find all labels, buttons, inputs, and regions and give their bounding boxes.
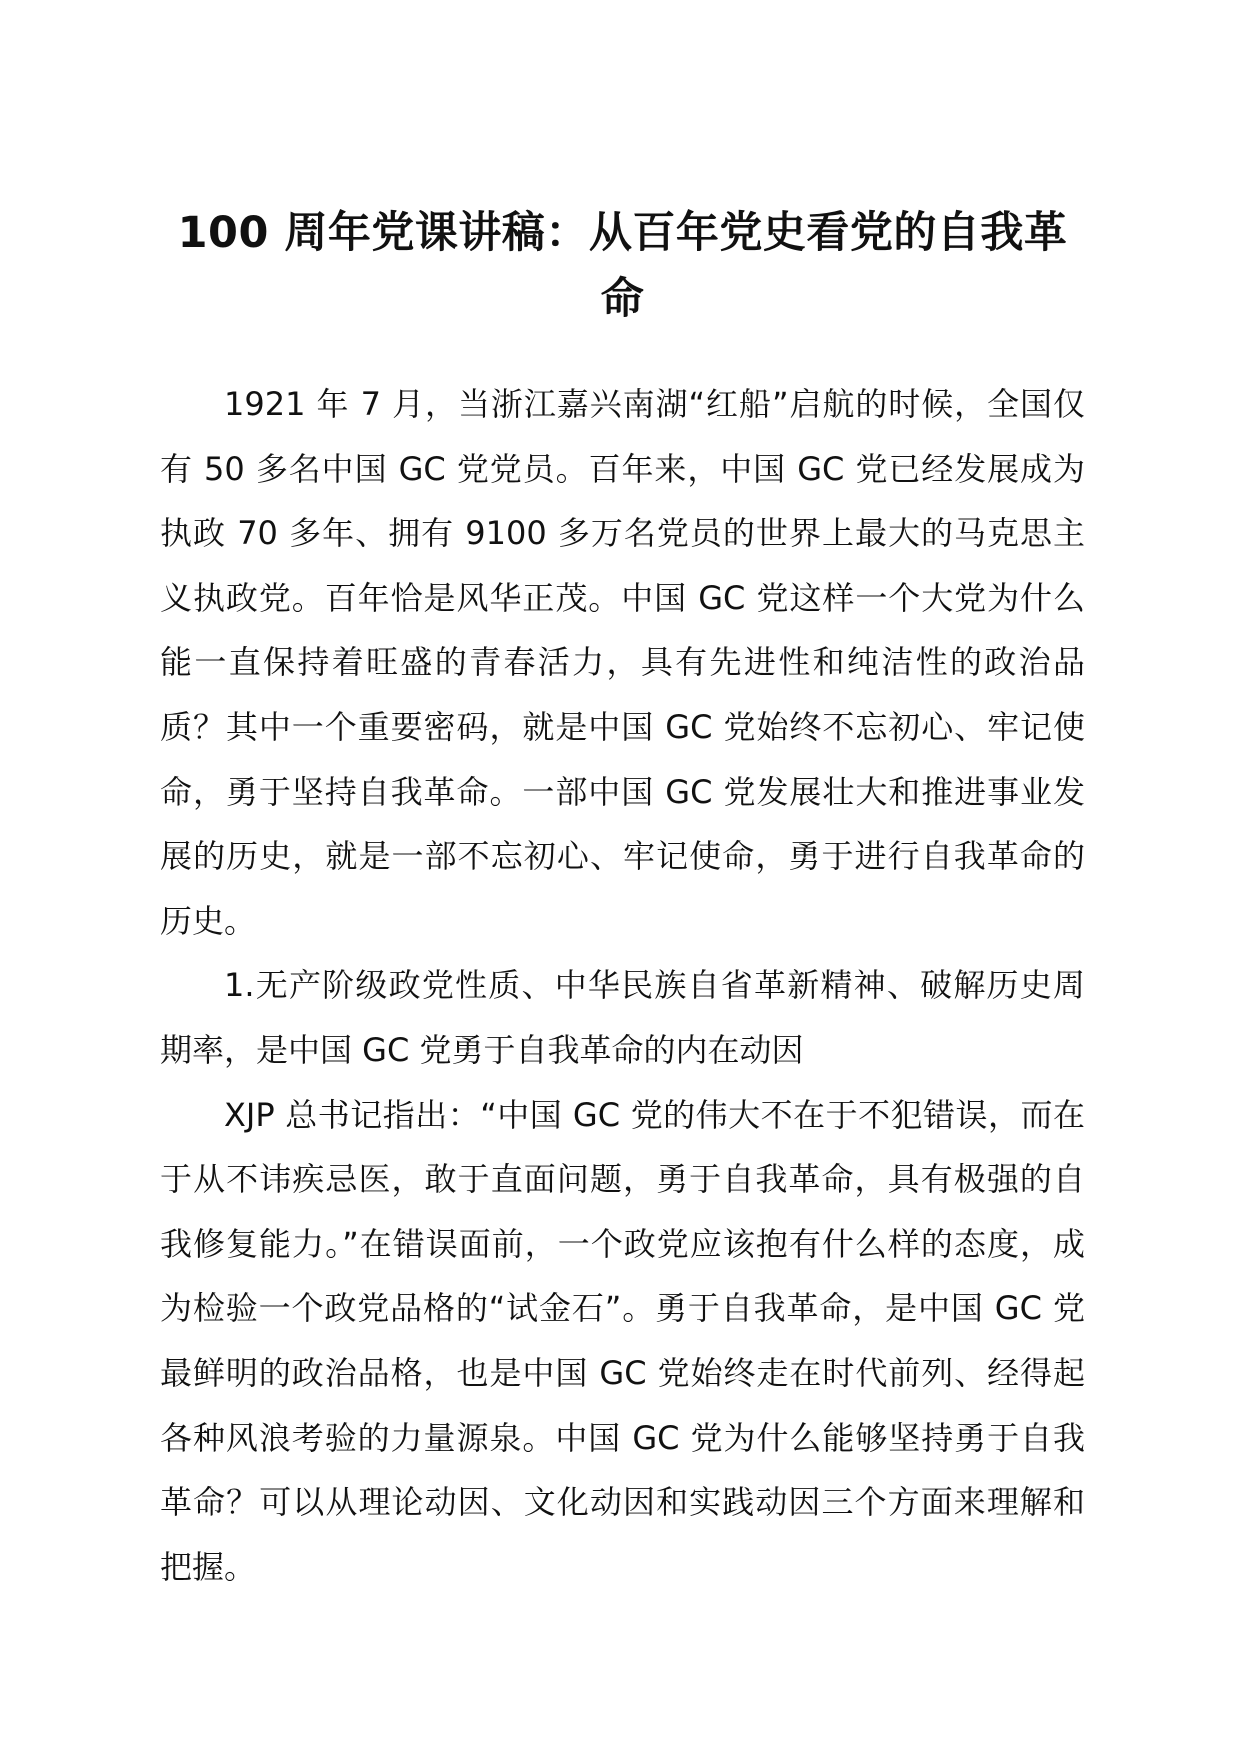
paragraph-intro: 1921 年 7 月，当浙江嘉兴南湖“红船”启航的时候，全国仅有 50 多名中国 GC 党党员。百年来，中国 GC 党已经发展成为执政 70 多年、拥有 9100 多万名党员的世界上最大的马克思主义执政党。百年恰是风华正茂。中国 GC 党这样一个大党为什么能一直保持着旺盛的青春活力，具有先进性和纯洁性的政治品质？其中一个重要密码，就是中国 GC 党始终不忘初心、牢记使命，勇于坚持自我革命。一部中国 GC 党发展壮大和推进事业发展的历史，就是一部不忘初心、牢记使命，勇于进行自我革命的历史。 <box>160 385 1085 940</box>
document-title: 100 周年党课讲稿：从百年党史看党的自我革命 <box>177 208 1068 324</box>
section-heading-1: 1.无产阶级政党性质、中华民族自省革新精神、破解历史周期率，是中国 GC 党勇于自我革命的内在动因 <box>160 966 1085 1069</box>
document-page <box>160 200 1085 1599</box>
document-body <box>160 372 1085 1599</box>
paragraph-quote: XJP 总书记指出：“中国 GC 党的伟大不在于不犯错误，而在于从不讳疾忌医，敢于直面问题，勇于自我革命，具有极强的自我修复能力。”在错误面前，一个政党应该抱有什么样的态度，成为检验一个政党品格的“试金石”。勇于自我革命，是中国 GC 党最鲜明的政治品格，也是中国 GC 党始终走在时代前列、经得起各种风浪考验的力量源泉。中国 GC 党为什么能够坚持勇于自我革命？可以从理论动因、文化动因和实践动因三个方面来理解和把握。 <box>160 1095 1085 1586</box>
